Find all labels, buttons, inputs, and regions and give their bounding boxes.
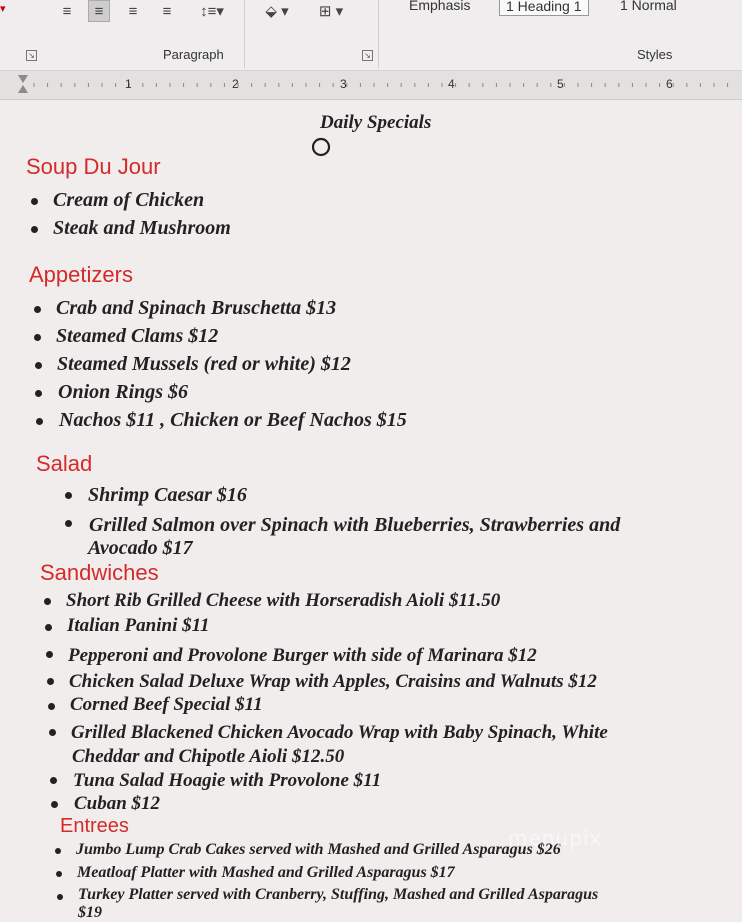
paragraph-group-label: Paragraph — [163, 47, 224, 62]
watermark: menupix — [508, 826, 603, 850]
ribbon — [0, 0, 742, 71]
section-heading: Soup Du Jour — [26, 154, 161, 179]
document-page[interactable] — [0, 100, 742, 922]
bullet-icon — [31, 226, 38, 233]
bullet-icon — [34, 334, 41, 341]
section-heading: Salad — [36, 451, 93, 476]
menu-item: Nachos $11 , Chicken or Beef Nachos $15 — [59, 409, 407, 431]
menu-item: Italian Panini $11 — [67, 615, 210, 636]
menu-item: Grilled Salmon over Spinach with Blueberries, Strawberries and — [89, 514, 621, 536]
menu-item: Meatloaf Platter with Mashed and Grilled Asparagus $17 — [77, 864, 455, 881]
menu-item: Turkey Platter served with Cranberry, Stuffing, Mashed and Grilled Asparagus — [78, 886, 599, 903]
align-right-icon[interactable]: ≡ — [128, 2, 138, 20]
ruler-number: 3 — [340, 77, 347, 91]
paragraph-launcher-icon[interactable]: ↘ — [362, 50, 373, 61]
ruler-number: 1 — [125, 77, 132, 91]
menu-item: Jumbo Lump Crab Cakes served with Mashed and Grilled Asparagus $26 — [76, 841, 561, 858]
dialog-launcher-icon[interactable]: ↘ — [26, 50, 37, 61]
ribbon-divider — [378, 0, 379, 68]
bullet-icon — [47, 678, 54, 685]
bullet-icon — [65, 492, 72, 499]
document-title: Daily Specials — [320, 112, 432, 133]
bullet-icon — [48, 703, 55, 710]
ruler-number: 4 — [448, 77, 455, 91]
dropdown-arrow-icon[interactable]: ▾ — [0, 3, 6, 15]
bullet-icon — [46, 651, 53, 658]
menu-item: Corned Beef Special $11 — [70, 694, 263, 715]
bullet-icon — [35, 390, 42, 397]
bullet-icon — [56, 871, 62, 877]
menu-item: Cream of Chicken — [53, 189, 205, 211]
bullet-icon — [49, 729, 56, 736]
menu-item: Shrimp Caesar $16 — [88, 484, 247, 506]
ruler-number: 2 — [232, 77, 239, 91]
styles-group-label: Styles — [637, 47, 673, 62]
bullet-icon — [57, 894, 63, 900]
style-emphasis[interactable]: Emphasis — [409, 0, 471, 13]
shading-icon[interactable]: ⬙ ▾ — [265, 3, 289, 20]
bullet-icon — [55, 848, 61, 854]
line-spacing-icon[interactable]: ↕≡▾ — [200, 3, 224, 20]
bullet-icon — [50, 777, 57, 784]
align-center-icon[interactable]: ≡ — [88, 0, 110, 22]
bullet-icon — [45, 624, 52, 631]
menu-item: Cuban $12 — [74, 793, 161, 814]
bullet-icon — [34, 306, 41, 313]
hanging-indent-marker[interactable] — [18, 85, 28, 93]
menu-item: Steamed Mussels (red or white) $12 — [57, 353, 351, 375]
cursor-circle-icon — [310, 136, 332, 158]
bullet-icon — [44, 598, 51, 605]
menu-item: Onion Rings $6 — [58, 381, 189, 403]
bullet-icon — [35, 362, 42, 369]
menu-item-continuation: $19 — [78, 904, 102, 921]
style-heading-1[interactable]: 1 Heading 1 — [499, 0, 589, 16]
align-left-icon[interactable]: ≡ — [62, 2, 72, 20]
ruler-number: 5 — [557, 77, 564, 91]
menu-item: Steak and Mushroom — [53, 217, 231, 239]
borders-icon[interactable]: ⊞ ▾ — [318, 3, 344, 20]
menu-item: Tuna Salad Hoagie with Provolone $11 — [73, 770, 382, 791]
section-heading: Appetizers — [29, 262, 133, 287]
ruler — [0, 71, 742, 100]
ruler-number: 6 — [666, 77, 673, 91]
menu-item: Crab and Spinach Bruschetta $13 — [56, 297, 337, 319]
menu-item: Pepperoni and Provolone Burger with side of Marinara $12 — [68, 645, 537, 666]
menu-item: Short Rib Grilled Cheese with Horseradish Aioli $11.50 — [66, 590, 501, 611]
bullet-icon — [65, 520, 72, 527]
menu-item-continuation: Cheddar and Chipotle Aioli $12.50 — [72, 746, 345, 767]
justify-icon[interactable]: ≡ — [162, 2, 172, 20]
style-normal[interactable]: 1 Normal — [620, 0, 677, 13]
bullet-icon — [36, 418, 43, 425]
menu-item: Chicken Salad Deluxe Wrap with Apples, Craisins and Walnuts $12 — [69, 671, 597, 692]
bullet-icon — [51, 801, 58, 808]
ribbon-divider — [244, 0, 245, 68]
menu-item-continuation: Avocado $17 — [88, 537, 193, 559]
menu-item: Steamed Clams $12 — [56, 325, 219, 347]
section-heading: Sandwiches — [40, 560, 159, 585]
first-line-indent-marker[interactable] — [18, 75, 28, 83]
section-heading: Entrees — [60, 815, 129, 837]
bullet-icon — [31, 198, 38, 205]
menu-item: Grilled Blackened Chicken Avocado Wrap with Baby Spinach, White — [71, 722, 608, 743]
